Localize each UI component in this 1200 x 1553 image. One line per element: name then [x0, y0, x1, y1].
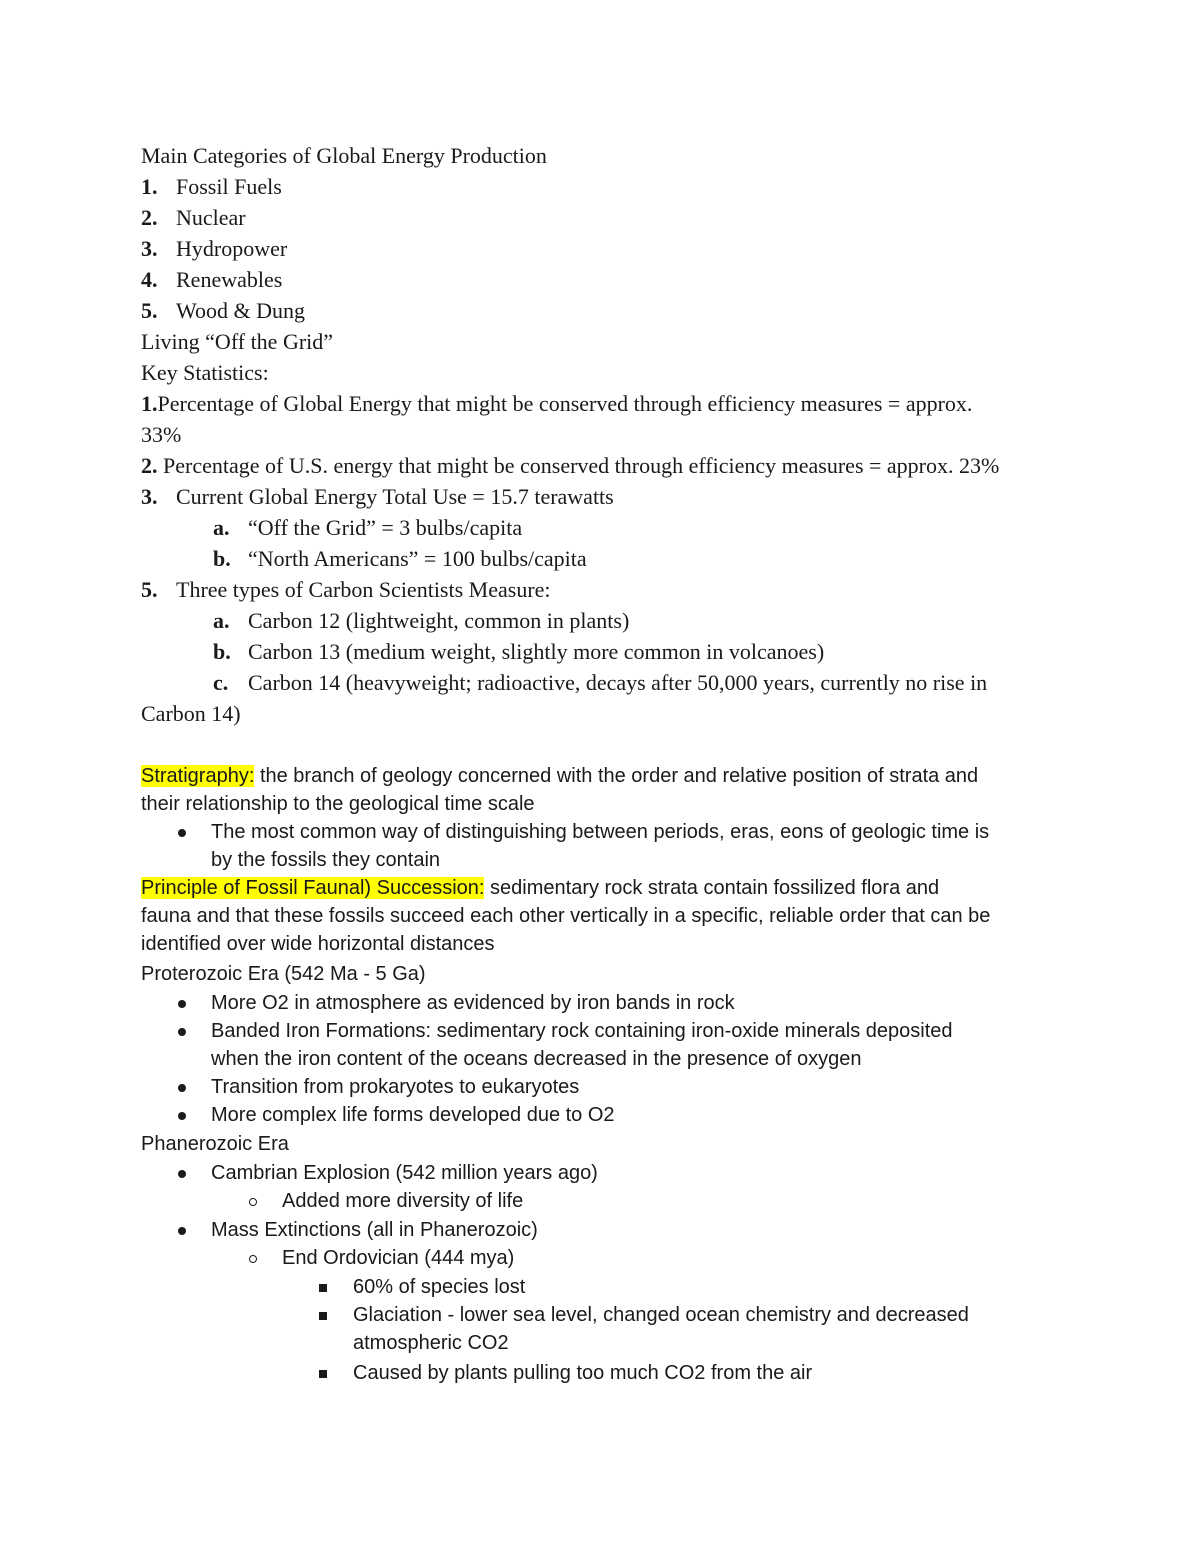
bullet-icon: [178, 1000, 186, 1008]
stat-item: 3. Current Global Energy Total Use = 15.7 terawatts: [141, 484, 614, 509]
fossil-succession-definition: Principle of Fossil Faunal) Succession: sedimentary rock strata contain fossilized flora and: [141, 877, 940, 899]
sub-list-item: c. Carbon 14 (heavyweight; radioactive, decays after 50,000 years, currently no rise in: [213, 670, 988, 695]
sub-list-item: Added more diversity of life: [282, 1190, 524, 1212]
list-item: The most common way of distinguishing between periods, eras, eons of geologic time is: [211, 821, 990, 843]
bullet-icon: [178, 1084, 186, 1092]
list-item: 4. Renewables: [141, 267, 283, 292]
bullet-icon: [178, 1170, 186, 1178]
sub-list-item: a. “Off the Grid” = 3 bulbs/capita: [213, 515, 523, 540]
proterozoic-heading: Proterozoic Era (542 Ma - 5 Ga): [141, 963, 426, 985]
list-item-continuation: by the fossils they contain: [211, 849, 441, 871]
definition-line: identified over wide horizontal distances: [141, 933, 495, 955]
square-bullet-icon: [319, 1370, 327, 1378]
list-item: Mass Extinctions (all in Phanerozoic): [211, 1219, 538, 1241]
list-item: Banded Iron Formations: sedimentary rock containing iron-oxide minerals deposited: [211, 1020, 953, 1042]
bullet-icon: [178, 1112, 186, 1120]
sub-list-item: b. “North Americans” = 100 bulbs/capita: [213, 546, 587, 571]
key-stats-heading: Key Statistics:: [141, 360, 269, 385]
list-item: More complex life forms developed due to O2: [211, 1104, 615, 1126]
sub-list-item: End Ordovician (444 mya): [282, 1247, 515, 1269]
stat-item: 5. Three types of Carbon Scientists Measure:: [141, 577, 551, 602]
stratigraphy-definition: Stratigraphy: the branch of geology concerned with the order and relative position of strata and: [141, 765, 979, 787]
list-item: 1. Fossil Fuels: [141, 174, 282, 199]
sub-sub-list-continuation: atmospheric CO2: [353, 1332, 509, 1354]
bullet-icon: [178, 1028, 186, 1036]
list-item: More O2 in atmosphere as evidenced by iron bands in rock: [211, 992, 735, 1014]
list-item-continuation: when the iron content of the oceans decreased in the presence of oxygen: [211, 1048, 862, 1070]
off-grid-heading: Living “Off the Grid”: [141, 329, 334, 354]
list-item: 5. Wood & Dung: [141, 298, 306, 323]
square-bullet-icon: [319, 1312, 327, 1320]
stat-continuation: 33%: [141, 422, 182, 447]
sub-sub-list-item: 60% of species lost: [353, 1276, 526, 1298]
bullet-icon: [178, 829, 186, 837]
definition-line: their relationship to the geological time scale: [141, 793, 535, 815]
circle-bullet-icon: [249, 1198, 257, 1206]
energy-heading: Main Categories of Global Energy Production: [141, 143, 547, 168]
list-item: Transition from prokaryotes to eukaryotes: [211, 1076, 580, 1098]
list-item: Cambrian Explosion (542 million years ago): [211, 1162, 598, 1184]
fossil-succession-term: Principle of Fossil Faunal) Succession:: [141, 877, 485, 899]
phanerozoic-heading: Phanerozoic Era: [141, 1133, 289, 1155]
definition-line: fauna and that these fossils succeed each other vertically in a specific, reliable order that can be: [141, 905, 991, 927]
sub-sub-list-item: Glaciation - lower sea level, changed ocean chemistry and decreased: [353, 1304, 969, 1326]
stat-item: 2. Percentage of U.S. energy that might be conserved through efficiency measures = approx. 23%: [141, 453, 1000, 478]
sub-sub-list-item: Caused by plants pulling too much CO2 from the air: [353, 1362, 813, 1384]
sub-list-item: b. Carbon 13 (medium weight, slightly more common in volcanoes): [213, 639, 825, 664]
circle-bullet-icon: [249, 1255, 257, 1263]
sub-list-item: a. Carbon 12 (lightweight, common in plants): [213, 608, 630, 633]
list-item: 3. Hydropower: [141, 236, 288, 261]
stratigraphy-term: Stratigraphy:: [141, 765, 255, 787]
list-item: 2. Nuclear: [141, 205, 246, 230]
bullet-icon: [178, 1227, 186, 1235]
sub-list-continuation: Carbon 14): [141, 701, 241, 726]
stat-item: 1.Percentage of Global Energy that might be conserved through efficiency measures = approx.: [141, 391, 973, 416]
square-bullet-icon: [319, 1284, 327, 1292]
